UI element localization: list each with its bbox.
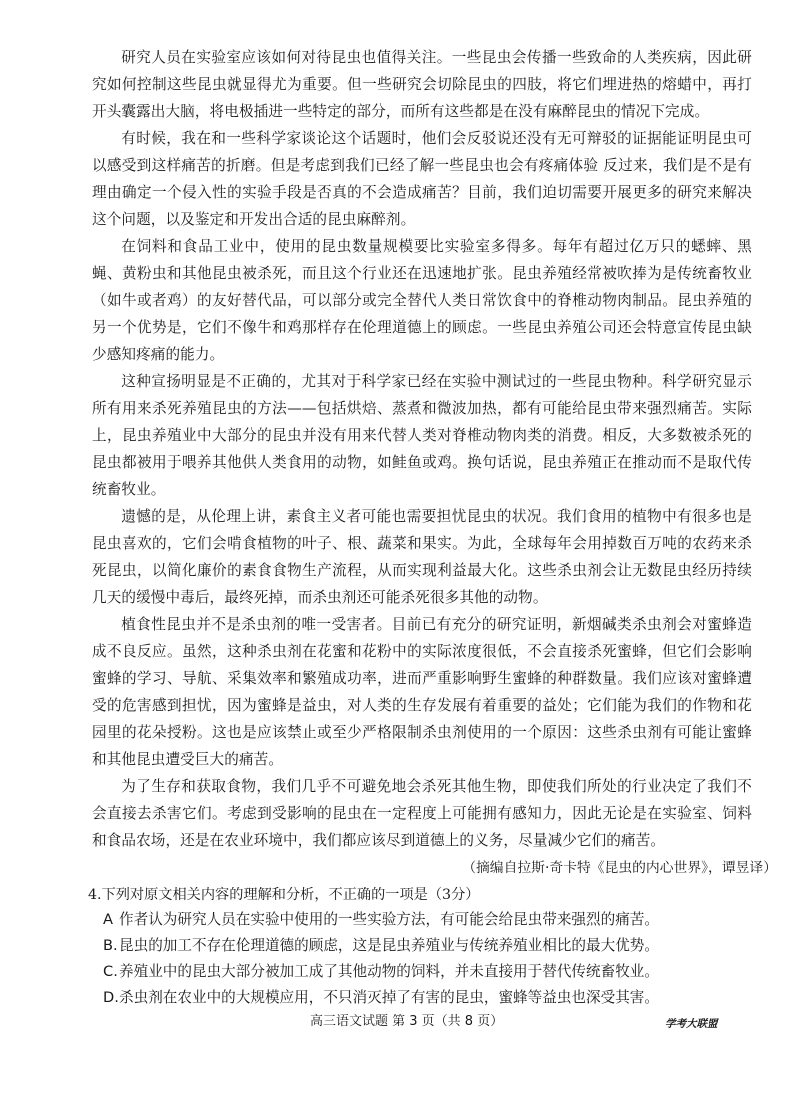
option-letter: A: [103, 911, 113, 928]
passage-paragraph-7: 为了生存和获取食物，我们几乎不可避免地会杀死其他生物，即使我们所处的行业决定了我们不会直接去杀害它们。考虑到受影响的昆虫在一定程度上可能拥有感知力，因此无论是在实验室、饲料和食品农场，还是在农业环境中，我们都应该尽到道德上的义务，尽量减少它们的痛苦。: [92, 778, 752, 849]
option-letter: C.: [103, 963, 118, 980]
passage-paragraph-1: 研究人员在实验室应该如何对待昆虫也值得关注。一些昆虫会传播一些致命的人类疾病，因此研究如何控制这些昆虫就显得尤为重要。但一些研究会切除昆虫的四肢，将它们埋进热的熔蜡中，再打开头囊露出大脑，将电极插进一些特定的部分，而所有这些都是在没有麻醉昆虫的情况下完成。: [92, 49, 752, 120]
question-stem: 4.下列对原文相关内容的理解和分析，不正确的一项是（3分）: [88, 887, 480, 903]
page-number-label: 高三语文试题 第 3 页（共 8 页）: [310, 1014, 504, 1029]
page-footer: [0, 1008, 794, 1032]
option-a[interactable]: [103, 908, 764, 932]
passage-paragraph-2: 有时候，我在和一些科学家谈论这个话题时，他们会反驳说还没有无可辩驳的证据能证明昆虫可以感受到这样痛苦的折磨。但是考虑到我们已经了解一些昆虫也会有疼痛体验 反过来，我们是不是有理由确定一个侵入性的实验手段是否真的不会造成痛苦？目前，我们迫切需要开展更多的研究来解决这个问题，以及鉴定和开发出合适的昆虫麻醉剂。: [92, 130, 752, 228]
option-text: 作者认为研究人员在实验中使用的一些实验方法，有可能会给昆虫带来强烈的痛苦。: [119, 911, 659, 928]
passage-paragraph-5: 遗憾的是，从伦理上讲，素食主义者可能也需要担忧昆虫的状况。我们食用的植物中有很多也是昆虫喜欢的，它们会啃食植物的叶子、根、蔬菜和果实。为此，全球每年会用掉数百万吨的农药来杀死昆虫，以简化廉价的素食食物生产流程，从而实现利益最大化。这些杀虫剂会让无数昆虫经历持续几天的缓慢中毒后，最终死掉，而杀虫剂还可能杀死很多其他的动物。: [92, 508, 752, 606]
question-options: [88, 908, 764, 1010]
option-text: 杀虫剂在农业中的大规模应用，不只消灭掉了有害的昆虫，蜜蜂等益虫也深受其害。: [119, 989, 659, 1006]
option-letter: D.: [103, 989, 119, 1006]
publisher-watermark: 学考大联盟: [665, 1018, 718, 1030]
passage-paragraph-3: 在饲料和食品工业中，使用的昆虫数量规模要比实验室多得多。每年有超过亿万只的蟋蟀、黑蝇、黄粉虫和其他昆虫被杀死，而且这个行业还在迅速地扩张。昆虫养殖经常被吹捧为是传统畜牧业（如牛或者鸡）的友好替代品，可以部分或完全替代人类日常饮食中的脊椎动物肉制品。昆虫养殖的另一个优势是，它们不像牛和鸡那样存在伦理道德上的顾虑。一些昆虫养殖公司还会特意宣传昆虫缺少感知疼痛的能力。: [92, 238, 752, 363]
option-letter: B.: [103, 937, 118, 954]
reading-passage: [92, 44, 752, 854]
option-text: 养殖业中的昆虫大部分被加工成了其他动物的饲料，并未直接用于替代传统畜牧业。: [119, 963, 659, 980]
passage-paragraph-6: 植食性昆虫并不是杀虫剂的唯一受害者。目前已有充分的研究证明，新烟碱类杀虫剂会对蜜蜂造成不良反应。虽然，这种杀虫剂在花蜜和花粉中的实际浓度很低，不会直接杀死蜜蜂，但它们会影响蜜蜂的学习、导航、采集效率和繁殖成功率，进而严重影响野生蜜蜂的种群数量。我们应该对蜜蜂遭受的危害感到担忧，因为蜜蜂是益虫，对人类的生存发展有着重要的益处；它们能为我们的作物和花园里的花朵授粉。这也是应该禁止或至少严格限制杀虫剂使用的一个原因：这些杀虫剂有可能让蜜蜂和其他昆虫遭受巨大的痛苦。: [92, 616, 752, 768]
option-c[interactable]: [103, 960, 764, 984]
passage-source: （摘编自拉斯·奇卡特《昆虫的内心世界》，谭昱译）: [462, 860, 777, 876]
passage-paragraph-4: 这种宣扬明显是不正确的，尤其对于科学家已经在实验中测试过的一些昆虫物种。科学研究显示所有用来杀死养殖昆虫的方法——包括烘焙、蒸煮和微波加热，都有可能给昆虫带来强烈痛苦。实际上，昆虫养殖业中大部分的昆虫并没有用来代替人类对脊椎动物肉类的消费。相反，大多数被杀死的昆虫都被用于喂养其他供人类食用的动物，如鲑鱼或鸡。换句话说，昆虫养殖正在推动而不是取代传统畜牧业。: [92, 373, 752, 498]
question-4: [88, 884, 764, 1010]
option-d[interactable]: [103, 986, 764, 1010]
option-text: 昆虫的加工不存在伦理道德的顾虑，这是昆虫养殖业与传统养殖业相比的最大优势。: [119, 937, 659, 954]
option-b[interactable]: [103, 934, 764, 958]
